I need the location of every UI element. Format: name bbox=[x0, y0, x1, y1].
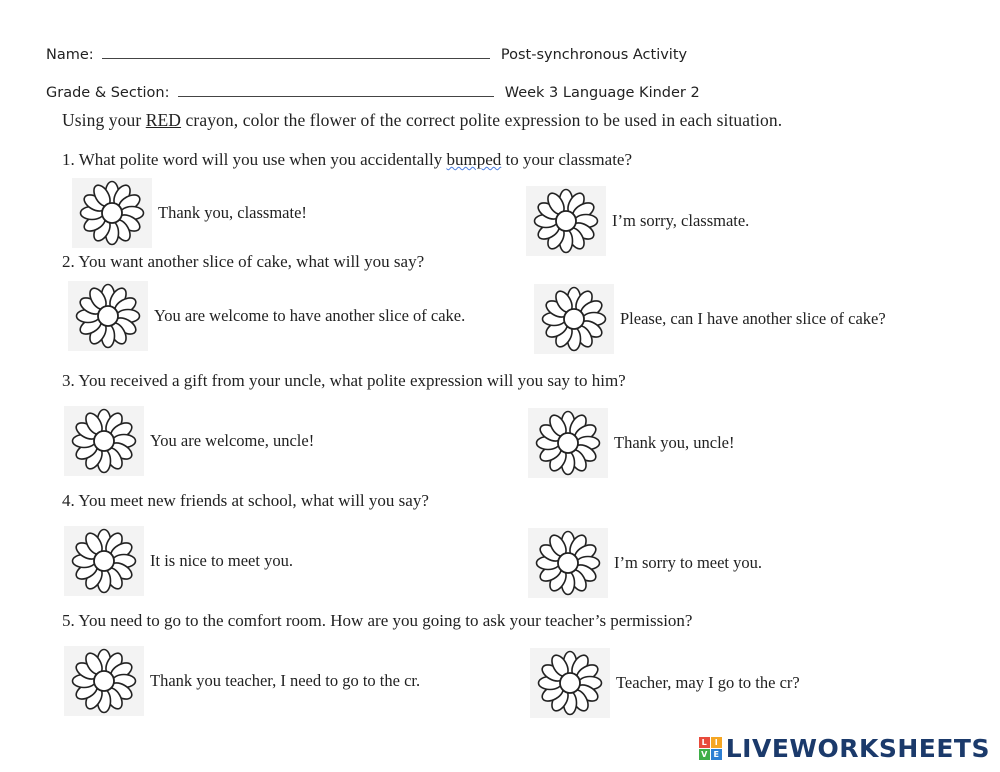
flower-center bbox=[94, 551, 114, 571]
brand-mark-icon bbox=[699, 737, 722, 760]
question-1-marked-word: bumped bbox=[446, 150, 502, 169]
flower-center bbox=[94, 671, 114, 691]
option-1b-label: I’m sorry, classmate. bbox=[612, 211, 750, 230]
grade-blank[interactable] bbox=[178, 84, 494, 97]
brand-mark-letter: V bbox=[699, 749, 710, 760]
flower-icon[interactable] bbox=[528, 528, 608, 598]
flower-center bbox=[556, 211, 576, 231]
option-1a-label: Thank you, classmate! bbox=[158, 203, 307, 222]
flower-icon[interactable] bbox=[64, 646, 144, 716]
brand-mark-letter: I bbox=[711, 737, 722, 748]
option-4b bbox=[528, 528, 762, 598]
flower-icon[interactable] bbox=[526, 186, 606, 256]
flower-icon[interactable] bbox=[68, 281, 148, 351]
option-2a-label: You are welcome to have another slice of cake. bbox=[154, 306, 466, 325]
flower-icon[interactable] bbox=[64, 526, 144, 596]
question-2 bbox=[62, 252, 424, 272]
option-5b bbox=[530, 648, 800, 718]
brand-name: LIVEWORKSHEETS bbox=[725, 734, 990, 763]
flower-center bbox=[558, 433, 578, 453]
question-4 bbox=[62, 491, 429, 511]
flower-center bbox=[564, 309, 584, 329]
question-1-text: 1. What polite word will you use when you accidentally bbox=[62, 150, 447, 169]
name-row bbox=[46, 46, 687, 63]
option-3a-label: You are welcome, uncle! bbox=[150, 431, 315, 450]
flower-center bbox=[102, 203, 122, 223]
brand-mark-letter: E bbox=[711, 749, 722, 760]
question-4-text: 4. You meet new friends at school, what will you say? bbox=[62, 491, 429, 510]
instructions-prefix: Using your bbox=[62, 110, 146, 130]
brand-mark-letter: L bbox=[699, 737, 710, 748]
instructions-suffix: crayon, color the flower of the correct polite expression to be used in each situation. bbox=[181, 110, 783, 130]
option-3b bbox=[528, 408, 735, 478]
flower-icon[interactable] bbox=[72, 178, 152, 248]
flower-icon[interactable] bbox=[530, 648, 610, 718]
activity-title: Post-synchronous Activity bbox=[500, 47, 688, 63]
liveworksheets-logo[interactable] bbox=[699, 734, 990, 763]
instructions bbox=[62, 110, 782, 131]
option-5b-label: Teacher, may I go to the cr? bbox=[616, 673, 800, 692]
flower-center bbox=[558, 553, 578, 573]
option-1a bbox=[72, 178, 307, 248]
flower-center bbox=[98, 306, 118, 326]
option-5a bbox=[64, 646, 420, 716]
question-3 bbox=[62, 371, 626, 391]
flower-center bbox=[94, 431, 114, 451]
option-2b-label: Please, can I have another slice of cake? bbox=[620, 309, 886, 328]
option-5a-label: Thank you teacher, I need to go to the cr. bbox=[150, 671, 421, 690]
question-5 bbox=[62, 611, 692, 631]
question-2-text: 2. You want another slice of cake, what will you say? bbox=[62, 252, 425, 271]
question-3-text: 3. You received a gift from your uncle, what polite expression will you say to him? bbox=[62, 371, 626, 390]
grade-label: Grade & Section: bbox=[46, 85, 170, 101]
question-1-text-end: to your classmate? bbox=[501, 150, 633, 169]
option-3a bbox=[64, 406, 314, 476]
option-2b bbox=[534, 284, 886, 354]
course-title: Week 3 Language Kinder 2 bbox=[504, 85, 700, 101]
flower-icon[interactable] bbox=[64, 406, 144, 476]
flower-icon[interactable] bbox=[534, 284, 614, 354]
option-3b-label: Thank you, uncle! bbox=[614, 433, 735, 452]
question-1 bbox=[62, 150, 632, 170]
flower-icon[interactable] bbox=[528, 408, 608, 478]
name-blank[interactable] bbox=[102, 46, 490, 59]
flower-center bbox=[560, 673, 580, 693]
option-4a bbox=[64, 526, 293, 596]
name-label: Name: bbox=[46, 47, 94, 63]
option-4a-label: It is nice to meet you. bbox=[150, 551, 293, 570]
instructions-highlight: RED bbox=[145, 110, 182, 130]
option-1b bbox=[526, 186, 749, 256]
question-5-text: 5. You need to go to the comfort room. How are you going to ask your teacher’s permission? bbox=[62, 611, 693, 630]
grade-row bbox=[46, 84, 700, 101]
option-2a bbox=[68, 281, 465, 351]
option-4b-label: I’m sorry to meet you. bbox=[614, 553, 763, 572]
